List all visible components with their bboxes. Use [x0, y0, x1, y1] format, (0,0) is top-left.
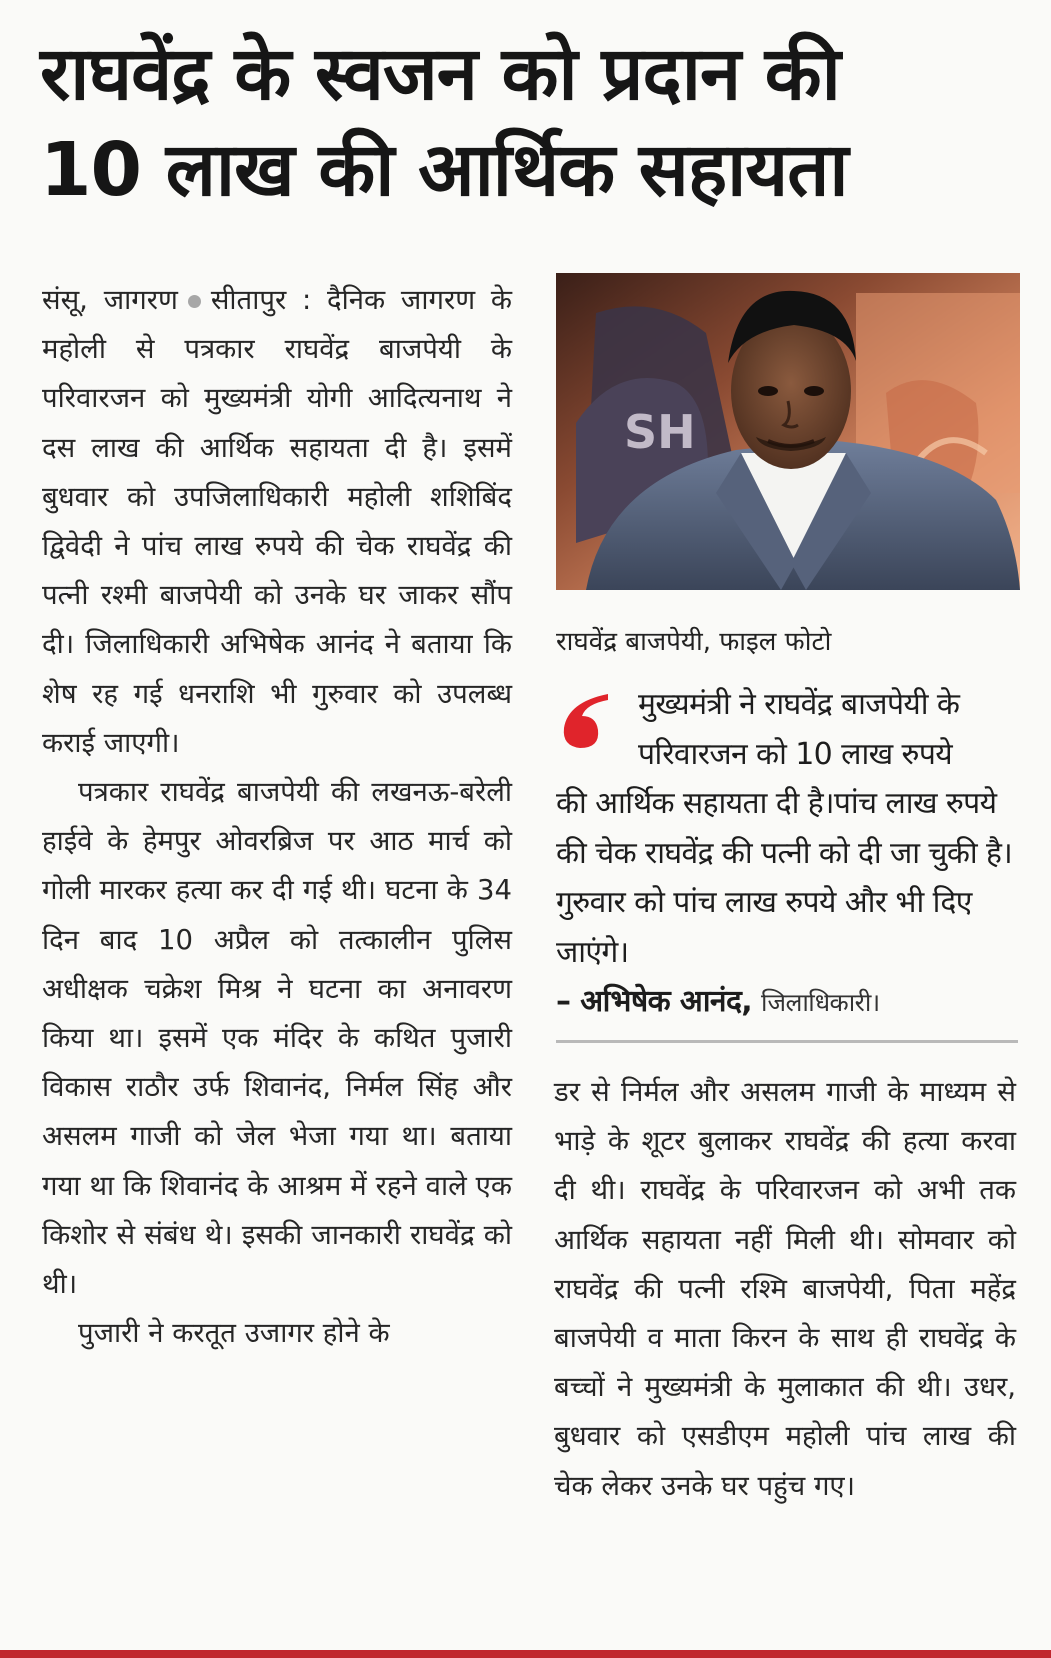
quote-author: – अभिषेक आनंद, — [556, 984, 753, 1019]
article-column-left — [42, 276, 512, 1358]
headline-line-2: 10 लाख की आर्थिक सहायता — [40, 127, 848, 213]
dateline-place: सीतापुर : — [210, 284, 312, 316]
quote-line-1: मुख्यमंत्री ने राघवेंद्र बाजपेयी के — [638, 687, 960, 722]
file-photo — [556, 273, 1020, 590]
headline-line-1: राघवेंद्र के स्वजन को प्रदान की — [40, 31, 840, 117]
article-paragraph-2: पत्रकार राघवेंद्र बाजपेयी की लखनऊ-बरेली हाईवे के हेमपुर ओवरब्रिज पर आठ मार्च को गोली मारकर हत्या कर दी गई थी। घटना के 34 दिन बाद 10 अप्रैल को तत्कालीन पुलिस अधीक्षक चक्रेश मिश्र ने घटना का अनावरण किया था। इसमें एक मंदिर के कथित पुजारी विकास राठौर उर्फ शिवानंद, निर्मल सिंह और असलम गाजी को जेल भेजा गया था। बताया गया था कि शिवानंद के आश्रम में रहने वाले एक किशोर से संबंध थे। इसकी जानकारी राघवेंद्र को थी। — [42, 776, 512, 1301]
article-paragraph-3: पुजारी ने करतूत उजागर होने के — [78, 1317, 390, 1350]
dateline-source: संसू, जागरण — [42, 284, 178, 316]
pull-quote — [556, 680, 1018, 1028]
quote-author-role: जिलाधिकारी। — [761, 988, 880, 1017]
article-paragraph-3-continued: डर से निर्मल और असलम गाजी के माध्यम से भाड़े के शूटर बुलाकर राघवेंद्र की हत्या करवा दी थी। राघवेंद्र के परिवारजन को अभी तक आर्थिक सहायता नहीं मिली थी। सोमवार को राघवेंद्र की पत्नी रश्मि बाजपेयी, पिता महेंद्र बाजपेयी व माता किरन के साथ ही राघवेंद्र के बच्चों ने मुख्यमंत्री के मुलाकात की थी। उधर, बुधवार को एसडीएम महोली पांच लाख की चेक लेकर उनके घर पहुंच गए। — [554, 1076, 1016, 1502]
headline — [40, 26, 1030, 218]
article-paragraph-1-text: दैनिक जागरण के महोली से पत्रकार राघवेंद्र बाजपेयी के परिवारजन को मुख्यमंत्री योगी आदित्यनाथ ने दस लाख की आर्थिक सहायता दी है। इसमें बुधवार को उपजिलाधिकारी महोली शशिबिंद द्विवेदी ने पांच लाख रुपये की चेक राघवेंद्र की पत्नी रश्मी बाजपेयी को उनके घर जाकर सौंप दी। जिलाधिकारी अभिषेक आनंद ने बताया कि शेष रह गई धनराशि भी गुरुवार को उपलब्ध कराई जाएगी। — [42, 284, 512, 759]
bullet-dot-icon — [188, 295, 201, 308]
article-column-right — [554, 1068, 1016, 1511]
photo-caption: राघवेंद्र बाजपेयी, फाइल फोटो — [556, 627, 832, 657]
quote-line-2: परिवारजन को 10 लाख रुपये — [638, 736, 953, 772]
article-paragraph-1 — [42, 276, 512, 768]
portrait-photo-image — [556, 273, 1020, 590]
quote-text: की आर्थिक सहायता दी है।पांच लाख रुपये की चेक राघवेंद्र की पत्नी को दी जा चुकी है।गुरुवार को पांच लाख रुपये और भी दिए जाएंगे। — [556, 786, 1013, 970]
shirt-text: SH — [624, 405, 696, 459]
bottom-red-rule — [0, 1650, 1051, 1658]
divider — [556, 1040, 1018, 1043]
